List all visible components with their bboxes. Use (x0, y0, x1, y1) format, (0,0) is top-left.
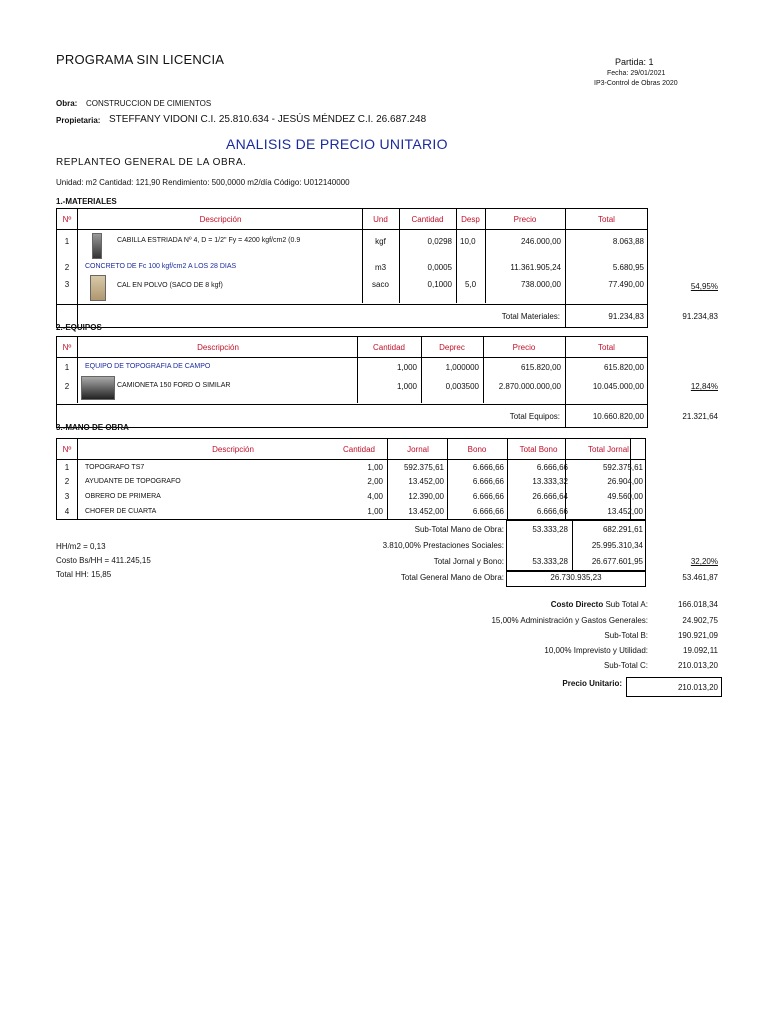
propietaria-label: Propietaria: (56, 116, 101, 125)
table-row: 2 (64, 263, 70, 272)
mo-row2-desc: AYUDANTE DE TOPOGRAFO (85, 478, 181, 485)
program-label: PROGRAMA SIN LICENCIA (56, 52, 225, 67)
eq-row1-deprec: 1,000000 (445, 363, 479, 372)
mat-col-n: Nº (62, 215, 72, 224)
mo-col-n: Nº (62, 445, 72, 454)
mano-section-title: 3.-MANO DE OBRA (56, 423, 129, 432)
costo-directo-label (420, 600, 648, 609)
mo-row4-cant: 1,00 (367, 507, 383, 516)
table-row: 1 (64, 363, 70, 372)
total-jornal-bono-label: Total Jornal y Bono: (433, 557, 504, 566)
administracion-value: 24.902,75 (682, 616, 718, 625)
mat-row2-desc: CONCRETO DE Fc 100 kgf/cm2 A LOS 28 DIAS (85, 263, 237, 270)
mo-row4-bono: 6.666,66 (472, 507, 504, 516)
equipos-section-title: 2.-EQUIPOS (56, 323, 102, 332)
mo-col-total-bono: Total Bono (519, 445, 558, 454)
mano-pct: 32,20% (690, 557, 718, 566)
table-row: 4 (64, 507, 70, 516)
eq-col-desc: Descripción (197, 343, 239, 352)
subtotal-mano-jornal: 682.291,61 (602, 525, 643, 534)
mo-row4-tjornal: 13.452,00 (607, 507, 643, 516)
precio-unitario-label: Precio Unitario: (562, 679, 622, 688)
mat-row2-und: m3 (374, 263, 387, 272)
rebar-icon (92, 233, 102, 259)
subtotal-mano-bono: 53.333,28 (532, 525, 568, 534)
administracion-label: 15,00% Administración y Gastos Generales: (491, 616, 648, 625)
prestaciones-value: 25.995.310,34 (591, 541, 643, 550)
eq-row2-cant: 1,000 (396, 382, 417, 391)
mat-col-desp: Desp (461, 215, 480, 224)
mat-col-und: Und (373, 215, 388, 224)
table-row: 2 (64, 382, 70, 391)
equipos-unit-value: 21.321,64 (682, 412, 718, 421)
mo-col-jornal: Jornal (407, 445, 429, 454)
eq-col-cantidad: Cantidad (372, 343, 406, 352)
mo-row2-cant: 2,00 (367, 477, 383, 486)
mo-row3-bono: 6.666,66 (472, 492, 504, 501)
cement-bag-icon (90, 275, 106, 301)
costo-directo-value: 166.018,34 (677, 600, 718, 609)
materiales-pct: 54,95% (690, 282, 718, 291)
mo-row3-cant: 4,00 (367, 492, 383, 501)
mat-row3-total: 77.490,00 (608, 280, 644, 289)
mo-row3-tjornal: 49.560,00 (607, 492, 643, 501)
total-general-mano-label: Total General Mano de Obra: (400, 573, 504, 582)
subtotal-c-value: 210.013,20 (677, 661, 718, 670)
mat-row1-precio: 246.000,00 (520, 237, 561, 246)
mat-row2-total: 5.680,95 (612, 263, 644, 272)
mo-row1-cant: 1,00 (367, 463, 383, 472)
mo-row1-bono: 6.666,66 (472, 463, 504, 472)
mat-row1-desp: 10,0 (460, 237, 476, 246)
subtotal-c-label: Sub-Total C: (603, 661, 648, 670)
mo-col-total-jornal: Total Jornal (588, 445, 629, 454)
table-row: 3 (64, 492, 70, 501)
mat-row1-und: kgf (375, 237, 386, 246)
imprevisto-value: 19.092,11 (683, 646, 718, 655)
control-label: IP3-Control de Obras 2020 (594, 80, 678, 87)
mat-row3-und: saco (372, 280, 389, 289)
mat-row2-cant: 0,0005 (427, 263, 452, 272)
mat-row1-desc: CABILLA ESTRIADA Nº 4, D = 1/2" Fy = 4200 kgf/cm2 (0.9 (117, 237, 301, 244)
eq-row2-desc: CAMIONETA 150 FORD O SIMILAR (117, 382, 231, 389)
mo-col-desc: Descripción (212, 445, 254, 454)
mo-row4-tbono: 6.666,66 (536, 507, 568, 516)
mo-row1-tjornal: 592.375,61 (602, 463, 643, 472)
mat-col-total: Total (598, 215, 615, 224)
imprevisto-label: 10,00% Imprevisto y Utilidad: (544, 646, 648, 655)
total-jornal-bono-bono: 53.333,28 (532, 557, 568, 566)
eq-row1-cant: 1,000 (396, 363, 417, 372)
mat-row2-precio: 11.361.905,24 (510, 263, 561, 272)
mat-row3-desp: 5,0 (465, 280, 477, 289)
materiales-unit-value: 91.234,83 (682, 312, 718, 321)
mano-unit-value: 53.461,87 (682, 573, 718, 582)
total-equipos-label: Total Equipos: (509, 412, 560, 421)
eq-row2-precio: 2.870.000.000,00 (498, 382, 561, 391)
mo-row3-jornal: 12.390,00 (408, 492, 444, 501)
materiales-section-title: 1.-MATERIALES (56, 197, 117, 206)
page-subtitle: REPLANTEO GENERAL DE LA OBRA. (56, 157, 247, 168)
eq-col-n: Nº (62, 343, 72, 352)
total-jornal-bono-jornal: 26.677.601,95 (591, 557, 643, 566)
equipos-pct: 12,84% (690, 382, 718, 391)
total-materiales-value: 91.234,83 (608, 312, 644, 321)
mo-row2-tjornal: 26.904,00 (607, 477, 643, 486)
total-equipos-value: 10.660.820,00 (592, 412, 644, 421)
hh-m2: HH/m2 = 0,13 (56, 542, 106, 551)
eq-row2-total: 10.045.000,00 (592, 382, 644, 391)
subtotal-b-label: Sub-Total B: (604, 631, 648, 640)
costo-hh: Costo Bs/HH = 411.245,15 (56, 556, 151, 565)
table-row: 2 (64, 477, 70, 486)
mo-row3-desc: OBRERO DE PRIMERA (85, 493, 161, 500)
precio-unitario-value: 210.013,20 (677, 683, 718, 692)
mat-row3-desc: CAL EN POLVO (SACO DE 8 kgf) (117, 282, 223, 289)
subtotal-b-value: 190.921,09 (677, 631, 718, 640)
page-title: ANALISIS DE PRECIO UNITARIO (226, 136, 448, 152)
mo-row1-tbono: 6.666,66 (536, 463, 568, 472)
total-hh: Total HH: 15,85 (56, 570, 112, 579)
total-materiales-label: Total Materiales: (501, 312, 560, 321)
mo-row4-desc: CHOFER DE CUARTA (85, 508, 157, 515)
mo-row4-jornal: 13.452,00 (408, 507, 444, 516)
table-row: 1 (64, 237, 70, 246)
fecha-label: Fecha: 29/01/2021 (607, 70, 666, 77)
mat-col-cantidad: Cantidad (411, 215, 444, 224)
eq-row2-deprec: 0,003500 (445, 382, 479, 391)
table-row: 1 (64, 463, 70, 472)
mo-row1-jornal: 592.375,61 (403, 463, 444, 472)
propietaria-value: STEFFANY VIDONI C.I. 25.810.634 - JESÚS MÉNDEZ C.I. 26.687.248 (109, 114, 427, 125)
mo-col-bono: Bono (467, 445, 487, 454)
mat-row1-total: 8.063,88 (612, 237, 644, 246)
mat-row1-cant: 0,0298 (427, 237, 452, 246)
mo-col-cantidad: Cantidad (342, 445, 376, 454)
prestaciones-label: 3.810,00% Prestaciones Sociales: (382, 541, 504, 550)
mo-row2-tbono: 13.333,32 (532, 477, 568, 486)
mat-col-precio: Precio (513, 215, 537, 224)
obra-label: Obra: (56, 99, 78, 108)
eq-col-total: Total (598, 343, 615, 352)
table-row: 3 (64, 280, 70, 289)
mo-row2-jornal: 13.452,00 (408, 477, 444, 486)
costo-directo-bold: Costo Directo (550, 600, 604, 609)
eq-row1-total: 615.820,00 (603, 363, 644, 372)
obra-value: CONSTRUCCION DE CIMIENTOS (86, 99, 212, 108)
mat-row3-precio: 738.000,00 (520, 280, 561, 289)
partida-label: Partida: 1 (615, 57, 654, 67)
eq-row1-desc: EQUIPO DE TOPOGRAFIA DE CAMPO (85, 363, 211, 370)
mat-col-desc: Descripción (199, 215, 242, 224)
eq-col-precio: Precio (512, 343, 536, 352)
info-line: Unidad: m2 Cantidad: 121,90 Rendimiento: 500,0000 m2/día Código: U012140000 (56, 178, 350, 187)
eq-col-deprec: Deprec (439, 343, 465, 352)
total-general-mano-value: 26.730.935,23 (550, 573, 602, 582)
mo-row2-bono: 6.666,66 (472, 477, 504, 486)
mat-row3-cant: 0,1000 (427, 280, 452, 289)
subtotal-mano-label: Sub-Total Mano de Obra: (414, 525, 504, 534)
subtotal-a-label: Sub Total A: (603, 600, 648, 609)
eq-row1-precio: 615.820,00 (520, 363, 561, 372)
mo-row3-tbono: 26.666,64 (532, 492, 568, 501)
mo-row1-desc: TOPOGRAFO TS7 (85, 464, 145, 471)
pickup-truck-icon (81, 376, 115, 400)
